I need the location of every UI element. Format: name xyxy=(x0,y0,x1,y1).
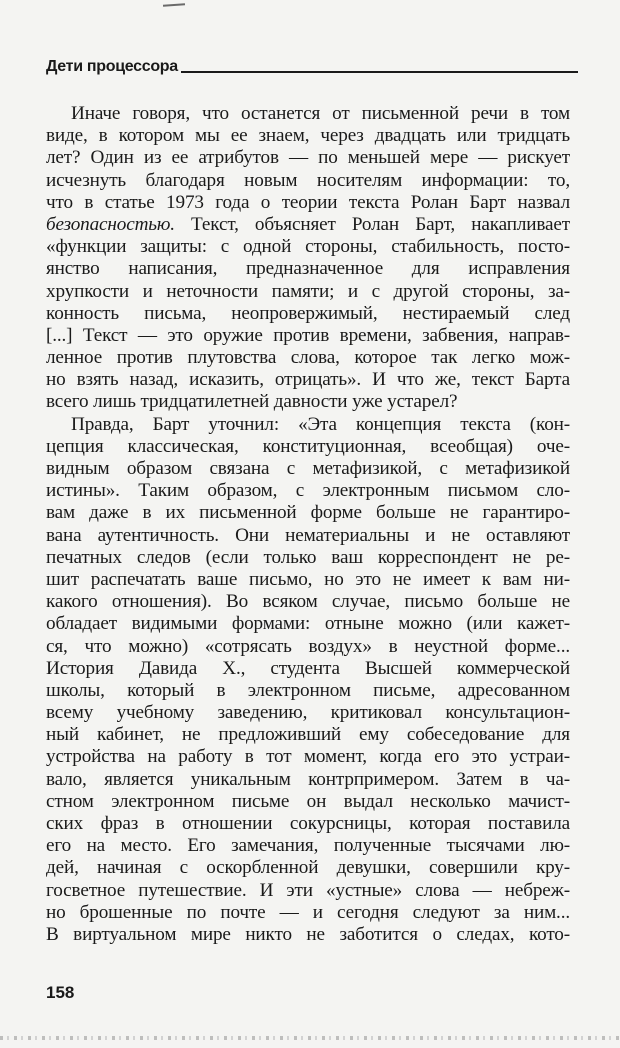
text-line-37: но брошенные по почте — и сегодня следуют за ним... xyxy=(46,901,570,923)
text-line-29: ный кабинет, не предложивший ему собеседование для xyxy=(46,724,570,746)
text-line-31: вало, является уникальным контрпримером. Затем в ча- xyxy=(46,768,570,790)
text-line-15: Правда, Барт уточнил: «Эта концепция текста (кон- xyxy=(71,413,570,435)
text-line-22: шит распечатать ваше письмо, но это не имеет к вам ни- xyxy=(46,568,570,590)
text-line-10: конность письма, неопровержимый, нестираемый след xyxy=(46,302,570,324)
text-line-11: [...] Текст — это оружие против времени, забвения, направ- xyxy=(46,324,570,346)
text-line-21: печатных следов (если только ваш корреспондент не ре- xyxy=(46,546,570,568)
text-line-1: Иначе говоря, что останется от письменной речи в том xyxy=(71,103,570,124)
emphasis-term: безопасностью. xyxy=(46,213,175,235)
scan-artifact-bottom-edge xyxy=(0,1036,620,1040)
text-line-28: всему учебному заведению, критиковал консультацион- xyxy=(46,702,570,724)
running-header xyxy=(46,58,578,76)
text-line-33: ских фраз в отношении сокурсницы, которая поставила xyxy=(46,813,570,834)
text-line-2: виде, в котором мы ее знаем, через двадцать или тридцать xyxy=(46,125,570,147)
text-line-17: видным образом связана с метафизикой, с метафизикой xyxy=(46,458,570,479)
text-line-20: вана аутентичность. Они нематериальны и не оставляют xyxy=(46,524,570,546)
text-line-27: школы, который в электронном письме, адресованном xyxy=(46,679,570,701)
header-rule xyxy=(181,71,578,73)
text-line-25: ся, что можно) «сотрясать воздух» в неустной форме... xyxy=(46,635,570,657)
text-line-14: всего лишь тридцатилетней давности уже устарел? xyxy=(46,391,458,413)
text-line-23: какого отношения). Во всяком случае, письмо больше не xyxy=(46,591,570,613)
text-line-5: что в статье 1973 года о теории текста Ролан Барт назвал xyxy=(46,191,570,213)
text-line-36: госветное путешествие. И эти «устные» слова — небреж- xyxy=(46,879,570,901)
text-line-9: хрупкости и неточности памяти; и с другой стороны, за- xyxy=(46,280,570,302)
text-line-30: устройства на работу в тот момент, когда его это устраи- xyxy=(46,746,570,768)
text-line-4: исчезнуть благодаря новым носителям информации: то, xyxy=(46,169,570,191)
text-line-24: обладает видимыми формами: отныне можно (или кажет- xyxy=(46,613,570,635)
text-line-18: истины». Таким образом, с электронным письмом сло- xyxy=(46,480,570,502)
text-line-26: История Давида Х., студента Высшей коммерческой xyxy=(46,657,570,679)
text-line-34: его на место. Его замечания, полученные тысячами лю- xyxy=(46,835,570,857)
text-line-12: ленное против плутовства слова, которое так легко мож- xyxy=(46,347,570,369)
scan-artifact-top xyxy=(163,3,185,7)
text-line-38: В виртуальном мире никто не заботится о следах, кото- xyxy=(46,923,570,945)
text-line-32: стном электронном письме он выдал несколько мачист- xyxy=(46,790,570,812)
text-line-35: дей, начиная с оскорбленной девушки, совершили кру- xyxy=(46,857,570,879)
text-line-3: лет? Один из ее атрибутов — по меньшей мере — рискует xyxy=(46,147,570,169)
running-title: Дети процессора xyxy=(46,58,178,75)
text-line-19: вам даже в их письменной форме больше не гарантиро- xyxy=(46,502,570,524)
page-number: 158 xyxy=(46,983,75,1002)
text-line-7: «функции защиты: с одной стороны, стабильность, посто- xyxy=(46,236,570,258)
text-line-8: янство написания, предназначенное для исправления xyxy=(46,258,570,280)
text-line-6: безопасностью. Текст, объясняет Ролан Барт, накапливает xyxy=(46,213,570,235)
body-text xyxy=(46,103,570,946)
text-line-16: цепция классическая, конституционная, всеобщая) оче- xyxy=(46,435,570,457)
text-line-13: но взять назад, исказить, отрицать». И что же, текст Барта xyxy=(46,369,570,391)
